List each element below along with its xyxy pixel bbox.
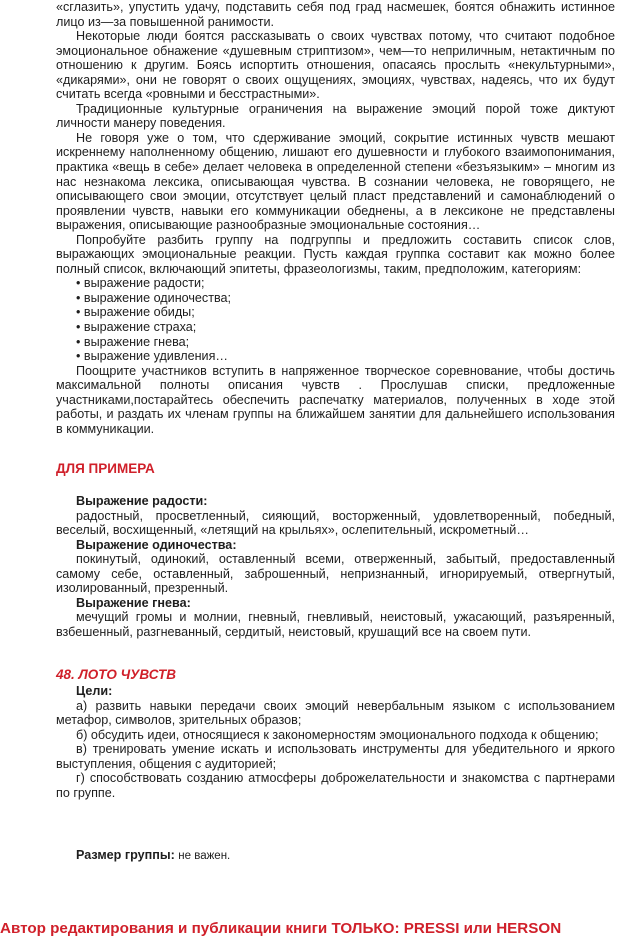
exercise-section	[56, 684, 615, 800]
footer-notice: Автор редактирования и публикации книги ТОЛЬКО: PRESSI или HERSON	[0, 920, 562, 937]
example-line: изолированный, презренный.	[56, 581, 229, 596]
paragraph-line: полный список, включающий эпитеты, фразеологизмы, таким, предположим, категориям:	[56, 261, 582, 276]
bullet-item: • выражение страха;	[76, 320, 197, 335]
goal-line: метафор, символов, зрительных образов;	[56, 713, 302, 728]
paragraph-line: проявлении чувств, навыки его коммуникации обеднены, а в лексиконе не представлены	[56, 203, 615, 218]
paragraph-line: в коммуникации.	[56, 421, 155, 436]
paragraph-line: лицо из—за повышенной ранимости.	[56, 14, 275, 29]
paragraph-line: нас незнакома лексика, описывающая чувства. В сознании человека, не говорящего, не	[56, 174, 615, 189]
example-line: радостный, просветленный, сияющий, восторженный, удовлетворенный, победный,	[76, 508, 615, 523]
exercise-heading: 48. ЛОТО ЧУВСТВ	[56, 667, 176, 682]
example-line: веселый, восхищенный, «летящий на крыльях», ослепительный, искрометный…	[56, 523, 529, 538]
bullet-item: • выражение радости;	[76, 276, 205, 291]
goal-line: в) тренировать умение искать и использовать инструменты для убедительного и яркого	[76, 742, 615, 757]
paragraph-line: Не говоря уже о том, что сдерживание эмоций, сокрытие истинных чувств мешают	[76, 130, 615, 145]
goal-line: выступления, общения с аудиторией;	[56, 756, 277, 771]
example-line: взбешенный, разгневанный, сердитый, неистовый, крушащий все на своем пути.	[56, 624, 531, 639]
example-line: самому себе, оставленный, заброшенный, непризнанный, игнорируемый, отвергнутый,	[56, 566, 615, 581]
group-size-label: Размер группы:	[76, 848, 175, 862]
example-group-title: Выражение радости:	[76, 494, 208, 508]
example-group-title: Выражение гнева:	[76, 595, 191, 610]
paragraph-line: практика «вещь в себе» делает человека в определенной степени «безъязыким» – многим из	[56, 160, 615, 175]
goal-line: по группе.	[56, 785, 116, 800]
goals-label: Цели:	[76, 684, 113, 698]
example-line: мечущий громы и молнии, гневный, гневливый, неистовый, ужасающий, разъяренный,	[76, 610, 615, 625]
example-line: покинутый, одинокий, оставленный всеми, отверженный, забытый, предоставленный	[76, 552, 615, 567]
paragraph-line: выражающих эмоциональные реакции. Пусть каждая группка составит как можно более	[56, 247, 615, 262]
bullet-item: • выражение одиночества;	[76, 290, 232, 305]
group-size-value: не важен.	[178, 850, 231, 862]
paragraph-line: Традиционные культурные ограничения на выражение эмоций порой тоже диктуют	[76, 101, 615, 116]
paragraph-line: «сглазить», упустить удачу, подставить себя под град насмешек, боятся обнажить истинное	[56, 0, 615, 14]
paragraph-line: Поощрите участников вступить в напряженное творческое соревнование, чтобы достичь	[76, 363, 615, 378]
bullet-item: • выражение гнева;	[76, 334, 190, 349]
paragraph-line: «дикарями», они не говорят о своих ощущениях, эмоциях, чувствах, надеясь, что их будут	[56, 72, 615, 87]
paragraph-line: искреннему наполненному общению, лишают его душевности и глубокого взаимопонимания,	[56, 145, 615, 160]
group-size	[76, 848, 230, 862]
intro-section	[56, 0, 615, 436]
example-section	[56, 494, 615, 639]
paragraph-line: работы, и раздать их членам группы на ближайшем занятии для дальнейшего использования	[56, 407, 615, 422]
paragraph-line: Некоторые люди боятся рассказывать о своих чувствах потому, что считают подобное	[76, 29, 615, 44]
paragraph-line: участниками,постарайтесь обеспечить распечатку материалов, полученных в ходе этой	[56, 392, 615, 407]
goal-line: г) способствовать созданию атмосферы доброжелательности и знакомства с партнерами	[76, 771, 615, 786]
paragraph-line: эмоциональное обнажение «душевным стриптизом», чем—то неприличным, нетактичным по	[56, 43, 615, 58]
paragraph-line: максимальной полноты описания чувств . Прослушав списки, предложенные	[56, 378, 615, 393]
bullet-item: • выражение обиды;	[76, 305, 195, 320]
paragraph-line: личности манеру поведения.	[56, 116, 226, 131]
goal-line: б) обсудить идеи, относящиеся к закономерностям эмоционального подхода к общению;	[76, 727, 599, 742]
paragraph-line: описывающего свои эмоции, отсутствует целый пласт представлений и самонаблюдений о	[56, 189, 615, 204]
example-group-title: Выражение одиночества:	[76, 537, 237, 552]
bullet-item: • выражение удивления…	[76, 349, 228, 364]
paragraph-line: Попробуйте разбить группу на подгруппы и предложить составить список слов,	[76, 232, 615, 247]
example-heading: ДЛЯ ПРИМЕРА	[56, 461, 155, 476]
goal-line: а) развить навыки передачи своих эмоций невербальным языком с использованием	[76, 698, 615, 713]
paragraph-line: считать всегда «ровными и бесстрастными».	[56, 87, 320, 102]
paragraph-line: отношению к другим. Боясь испортить отношения, опасаясь прослыть «некультурными»,	[56, 58, 615, 73]
paragraph-line: выражения, описывающие разнообразные эмоциональные состояния…	[56, 218, 481, 233]
